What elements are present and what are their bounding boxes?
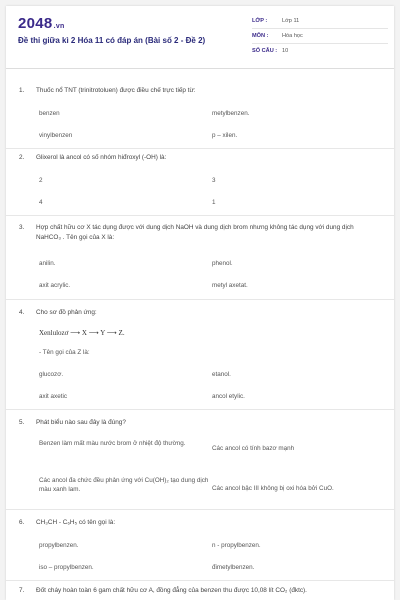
question-number: 7. [19,587,25,594]
option-a[interactable]: 2 [39,177,43,184]
meta-value: Lớp 11 [282,18,300,24]
site-logo[interactable]: 2048.vn [18,15,65,32]
option-a[interactable]: propylbenzen. [39,542,79,549]
reaction-scheme: Xenlulozơ ⟶ X ⟶ Y ⟶ Z. [39,329,125,337]
option-b[interactable]: metylbenzen. [212,110,250,117]
divider [6,148,394,149]
meta-value: Hóa học [282,33,303,39]
option-d[interactable]: đimetylbenzen. [212,564,255,571]
option-a[interactable]: anilin. [39,260,56,267]
option-c[interactable]: Các ancol đa chức đều phản ứng với Cu(OH)₂ tạo dung dịch màu xanh lam. [39,477,209,493]
option-b[interactable]: n - propylbenzen. [212,542,261,549]
divider [6,299,394,300]
question-number: 3. [19,224,25,231]
question-number: 1. [19,87,25,94]
question-text: CH₃CH - C₆H₅ có tên gọi là: [36,519,116,526]
question-number: 6. [19,519,25,526]
meta-label: SỐ CÂU : [252,48,278,54]
option-d[interactable]: metyl axetat. [212,282,248,289]
meta-row-class [252,14,388,29]
question-text: Hợp chất hữu cơ X tác dụng được với dung dịch NaOH và dung dịch brom nhưng không tác dụng với dung dịch NaHCO₃ . Tên gọi của X là: [36,224,354,241]
question-number: 5. [19,419,25,426]
exam-page [6,6,394,600]
question-text: Cho sơ đồ phản ứng: [36,309,97,316]
question-text: Thuốc nổ TNT (trinitrotoluen) được điều chế trực tiếp từ: [36,87,196,94]
meta-label: LỚP : [252,18,268,24]
option-c[interactable]: vinylbenzen [39,132,73,139]
meta-row-count [252,44,388,58]
option-b[interactable]: 3 [212,177,216,184]
option-d[interactable]: p – xilen. [212,132,238,139]
question-number: 2. [19,154,25,161]
page-header [6,6,394,69]
meta-label: MÔN : [252,33,269,39]
question-text: Phát biểu nào sau đây là đúng? [36,419,126,426]
question-subtext: - Tên gọi của Z là: [39,349,90,356]
option-c[interactable]: axit acrylic. [39,282,71,289]
meta-row-subject [252,29,388,44]
question-number: 4. [19,309,25,316]
option-a[interactable]: benzen [39,110,60,117]
exam-meta [252,14,388,58]
option-a[interactable]: Benzen làm mất màu nước brom ở nhiệt độ thường. [39,440,186,447]
option-d[interactable]: 1 [212,199,216,206]
option-b[interactable]: Các ancol có tính bazơ mạnh [212,445,295,452]
option-c[interactable]: iso – propylbenzen. [39,564,94,571]
question-text: Glixerol là ancol có số nhóm hiđroxyl (-OH) là: [36,154,167,161]
option-c[interactable]: axit axetic [39,393,67,400]
question-text: Đốt cháy hoàn toàn 6 gam chất hữu cơ A, đồng đẳng của benzen thu được 10,08 lít CO₂ (đktc). [36,587,307,594]
option-b[interactable]: etanol. [212,371,231,378]
divider [6,409,394,410]
exam-title: Đề thi giữa kì 2 Hóa 11 có đáp án (Bài số 2 - Đề 2) [18,36,206,45]
option-d[interactable]: Các ancol bậc III không bị oxi hóa bởi CuO. [212,485,334,492]
option-a[interactable]: glucozơ. [39,371,64,378]
divider [6,580,394,581]
divider [6,509,394,510]
meta-value: 10 [282,48,289,54]
divider [6,215,394,216]
option-b[interactable]: phenol. [212,260,233,267]
option-d[interactable]: ancol etylic. [212,393,245,400]
option-c[interactable]: 4 [39,199,43,206]
